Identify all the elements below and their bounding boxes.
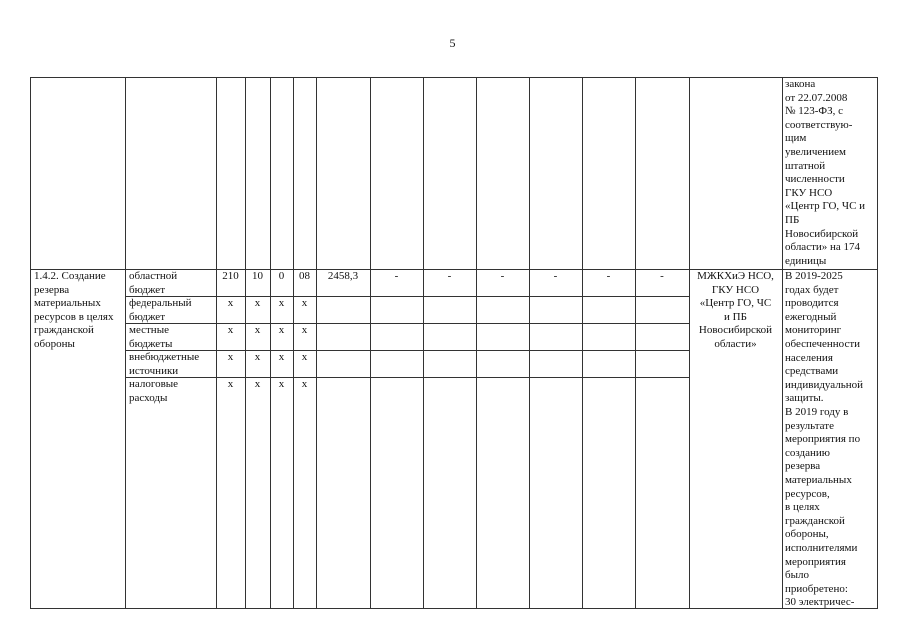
year-value-cell: - — [447, 270, 452, 282]
continuation-note-line: соответствую- — [785, 118, 853, 131]
row-name-line: обороны — [34, 338, 75, 350]
budget-code-cell: x — [301, 324, 308, 336]
result-line: обеспеченности — [785, 338, 861, 350]
result-line: обороны, — [785, 528, 829, 541]
budget-code-cell: x — [301, 297, 308, 309]
table-column-border — [293, 77, 294, 608]
table-column-border — [316, 77, 317, 608]
result-line: 30 электричес- — [785, 596, 855, 609]
budget-code-cell: x — [227, 297, 234, 309]
result-line: гражданской — [785, 514, 845, 527]
source-label: федеральный — [129, 297, 192, 309]
result-line: мониторинг — [785, 324, 842, 337]
source-label: областной — [129, 270, 178, 282]
result-line: В 2019-2025 — [785, 270, 843, 282]
executor-line: МЖКХиЭ НСО, — [697, 270, 774, 282]
result-line: средствами — [785, 365, 839, 378]
executor-line: Новосибирской — [698, 324, 773, 337]
budget-code-cell: 210 — [222, 270, 239, 282]
budget-code-cell: x — [301, 351, 308, 363]
year-value-cell: - — [394, 270, 399, 282]
result-line: проводится — [785, 297, 839, 310]
source-label: бюджет — [129, 310, 165, 323]
amount-cell: 2458,3 — [327, 270, 359, 282]
table-column-border — [782, 77, 783, 608]
page-number: 5 — [449, 36, 456, 50]
continuation-note-line: ГКУ НСО — [785, 186, 833, 199]
budget-code-cell: x — [254, 297, 261, 309]
table-column-border — [125, 77, 126, 608]
result-line: ресурсов, — [785, 487, 830, 500]
table-column-border — [370, 77, 371, 608]
result-line: в целях — [785, 501, 820, 514]
table-column-border — [423, 77, 424, 608]
table-column-border — [476, 77, 477, 608]
year-value-cell: - — [500, 270, 505, 282]
budget-code-cell: x — [301, 378, 308, 390]
continuation-note-line: «Центр ГО, ЧС и — [785, 200, 866, 213]
year-value-cell: - — [660, 270, 664, 282]
budget-code-cell: x — [227, 324, 234, 336]
table-column-border — [877, 77, 878, 608]
source-label: местные — [129, 324, 169, 336]
continuation-note-line: закона — [785, 78, 816, 90]
source-label: бюджеты — [129, 337, 173, 350]
result-line: резерва — [785, 460, 821, 473]
table-column-border — [245, 77, 246, 608]
executor-line: ГКУ НСО — [711, 283, 760, 296]
budget-code-cell: x — [278, 378, 285, 390]
table-column-border — [30, 77, 31, 608]
budget-code-cell: x — [278, 297, 285, 309]
result-line: индивидуальной — [785, 378, 864, 391]
row-name-line: 1.4.2. Создание — [34, 270, 106, 282]
result-line: материальных — [785, 474, 852, 486]
result-line: защиты. — [785, 392, 824, 405]
result-line: ежегодный — [785, 310, 837, 323]
source-label: источники — [129, 364, 179, 377]
table-column-border — [582, 77, 583, 608]
row-name-line: ресурсов в целях — [34, 310, 114, 323]
row-name-line: материальных — [34, 297, 101, 310]
source-label: внебюджетные — [129, 351, 200, 363]
executor-line: «Центр ГО, ЧС — [699, 297, 772, 310]
budget-code-cell: x — [278, 324, 285, 336]
year-value-cell: - — [606, 270, 611, 282]
executor-line: и ПБ — [724, 310, 747, 323]
budget-code-cell: x — [227, 378, 234, 390]
result-line: результате — [785, 419, 834, 432]
result-line: созданию — [785, 446, 830, 459]
budget-code-cell: 08 — [299, 270, 310, 282]
budget-code-cell: 0 — [278, 270, 285, 282]
continuation-note-line: области» на 174 — [785, 241, 861, 254]
continuation-note-line: численности — [785, 173, 845, 186]
result-line: населения — [785, 351, 833, 364]
executor-line: области» — [714, 338, 757, 350]
row-name-line: резерва — [34, 283, 70, 296]
table-column-border — [529, 77, 530, 608]
result-line: исполнителями — [785, 542, 858, 554]
continuation-note-line: от 22.07.2008 — [785, 91, 848, 104]
budget-code-cell: x — [254, 351, 261, 363]
source-label: расходы — [129, 391, 168, 404]
budget-code-cell: x — [227, 351, 234, 363]
source-label: налоговые — [129, 378, 179, 390]
table-column-border — [635, 77, 636, 608]
continuation-note-line: № 123-ФЗ, с — [785, 105, 843, 118]
result-line: приобретено: — [785, 582, 848, 595]
budget-code-cell: 10 — [252, 270, 263, 282]
result-line: годах будет — [785, 283, 839, 296]
result-line: мероприятия по — [785, 433, 861, 446]
table-bottom-border — [30, 608, 878, 609]
continuation-note-line: щим — [785, 132, 807, 145]
budget-code-cell: x — [254, 324, 261, 336]
continuation-note-line: ПБ — [785, 214, 800, 226]
source-label: бюджет — [129, 283, 165, 296]
table-column-border — [270, 77, 271, 608]
table-top-border — [30, 77, 878, 78]
continuation-note-line: штатной — [785, 159, 826, 172]
result-line: В 2019 году в — [785, 406, 849, 418]
continuation-note-line: единицы — [785, 254, 827, 267]
result-line: было — [785, 569, 809, 582]
budget-code-cell: x — [278, 351, 285, 363]
row-name-line: гражданской — [34, 324, 94, 337]
result-line: мероприятия — [785, 555, 846, 568]
continuation-note-line: увеличением — [785, 146, 846, 158]
budget-code-cell: x — [254, 378, 261, 390]
table-column-border — [216, 77, 217, 608]
continuation-note-line: Новосибирской — [785, 227, 859, 240]
year-value-cell: - — [553, 270, 558, 282]
